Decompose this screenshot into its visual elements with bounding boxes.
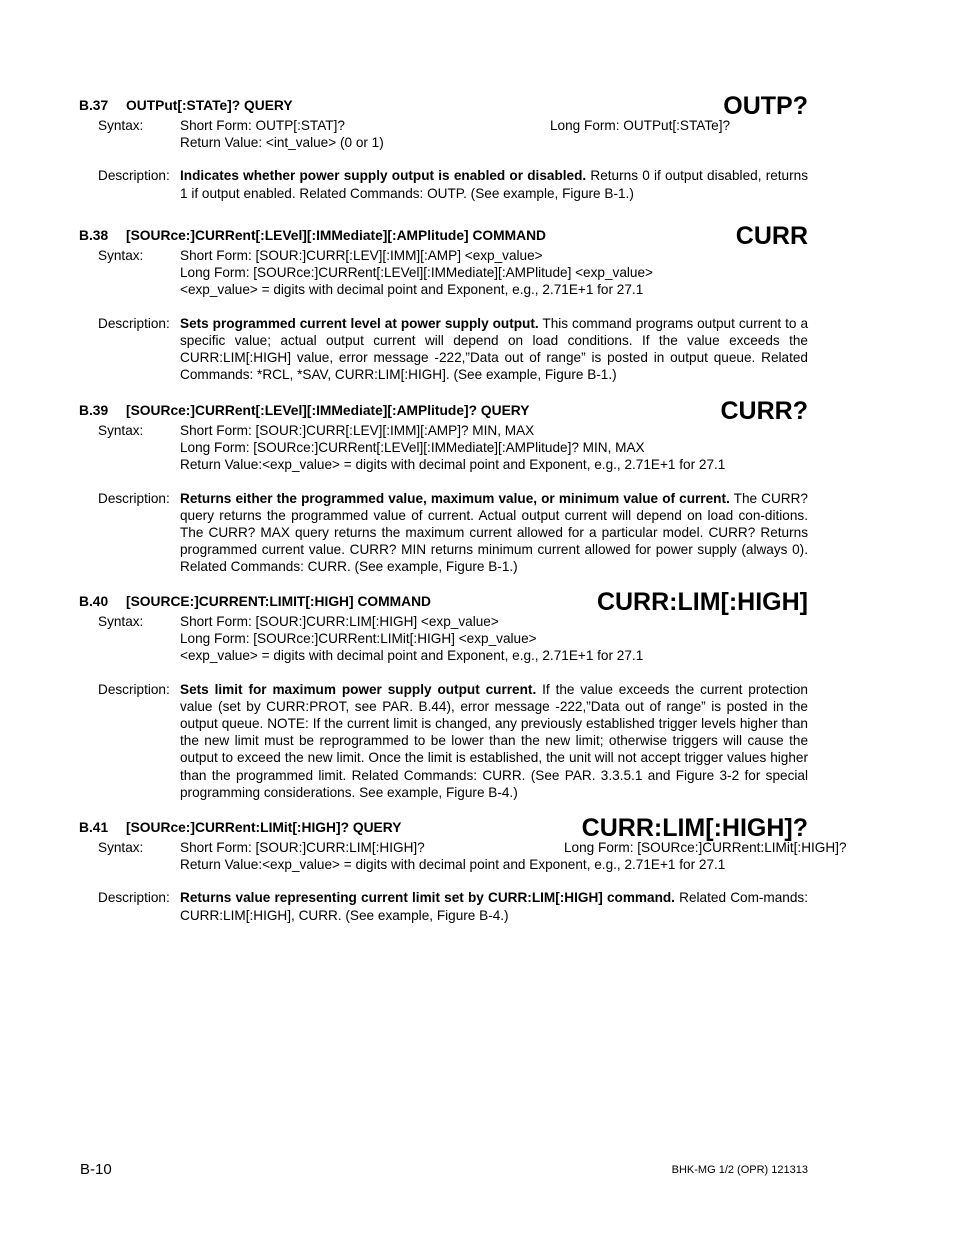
section-b40	[79, 583, 808, 801]
description-text	[180, 490, 808, 576]
description-text	[180, 167, 808, 201]
syntax-row	[79, 613, 808, 665]
syntax-label: Syntax:	[98, 118, 144, 133]
section-header	[79, 392, 808, 425]
syntax-label: Syntax:	[98, 248, 144, 263]
description-label: Description:	[98, 890, 170, 906]
syntax-label: Syntax:	[98, 840, 144, 855]
command-mnemonic: OUTP?	[723, 92, 808, 120]
description-body: Returns 0 if output disabled, returns 1 if output enabled. Related Commands: OUTP. (See example, Figure B-1.)	[180, 168, 809, 201]
return-value: Return Value:<exp_value> = digits with decimal point and Exponent, e.g., 2.71E+1 for 27.1	[180, 457, 726, 473]
description-label: Description:	[98, 168, 170, 184]
section-title-text: [SOURCE:]CURRENT:LIMIT[:HIGH] COMMAND	[126, 594, 432, 609]
command-mnemonic: CURR:LIM[:HIGH]?	[581, 814, 808, 842]
exp-value-note: <exp_value> = digits with decimal point and Exponent, e.g., 2.71E+1 for 27.1	[180, 282, 644, 298]
long-form: Long Form: [SOURce:]CURRent:LIMit[:HIGH] <exp_value>	[180, 631, 537, 647]
section-number: B.41	[79, 820, 109, 835]
long-form: Long Form: [SOURce:]CURRent:LIMit[:HIGH]?	[564, 840, 847, 855]
section-number: B.37	[79, 98, 109, 113]
exp-value-note: <exp_value> = digits with decimal point and Exponent, e.g., 2.71E+1 for 27.1	[180, 648, 644, 664]
long-form: Long Form: [SOURce:]CURRent[:LEVel][:IMMediate][:AMPlitude]? MIN, MAX	[180, 440, 645, 456]
long-form: Long Form: [SOURce:]CURRent[:LEVel][:IMMediate][:AMPlitude] <exp_value>	[180, 265, 653, 281]
section-title	[79, 594, 431, 609]
syntax-row	[79, 247, 808, 299]
description-row	[79, 681, 808, 801]
syntax-row	[79, 117, 808, 151]
description-body: If the value exceeds the current protection value (set by CURR:PROT, see PAR. B.44), error message -222,”Data out of range” is posted in the output queue. NOTE: If the current limit is changed, any previously established trigger levels higher than the new limit must be reprogrammed to be lower than the new limit; otherwise triggers will cause the output to exceed the new limit. Once the limit is established, the unit will not accept trigger values higher than the programmed limit. Related Commands: CURR. (See PAR. 3.3.5.1 and Figure 3-2 for special programming considerations. See example, Figure B-4.)	[180, 681, 808, 800]
command-mnemonic: CURR?	[720, 397, 808, 425]
description-body: This command programs output current to a specific value; actual output current will depend on load conditions. If the value exceeds the CURR:LIM[:HIGH] value, error message -222,”Data out of range” is posted in output queue. Related Commands: *RCL, *SAV, CURR:LIM[:HIGH]. (See example, Figure B-1.)	[180, 315, 809, 383]
section-title	[79, 98, 293, 113]
page-number: B-10	[80, 1161, 112, 1178]
syntax-row	[79, 422, 808, 474]
section-header	[79, 583, 808, 616]
description-bold: Sets programmed current level at power supply output.	[180, 315, 539, 331]
return-value: Return Value: <int_value> (0 or 1)	[180, 135, 384, 151]
section-title-text: OUTPut[:STATe]? QUERY	[126, 98, 293, 113]
description-row	[79, 167, 808, 201]
description-row	[79, 315, 808, 384]
description-bold: Sets limit for maximum power supply output current.	[180, 681, 537, 697]
section-title-text: [SOURce:]CURRent:LIMit[:HIGH]? QUERY	[126, 820, 402, 835]
section-b38	[79, 217, 808, 383]
command-mnemonic: CURR	[735, 222, 808, 250]
syntax-forms	[180, 839, 847, 856]
short-form: Short Form: [SOUR:]CURR:LIM[:HIGH]?	[180, 840, 425, 855]
section-title	[79, 228, 546, 243]
description-body: The CURR? query returns the programmed value of current. Actual output current will depend on load con-ditions. The CURR? MAX query returns the maximum current allowed for a particular model. CURR? Returns programmed current value. CURR? MIN returns minimum current allowed for power supply (always 0). Related Commands: CURR. (See example, Figure B-1.)	[180, 490, 808, 575]
description-text	[180, 315, 808, 384]
syntax-forms	[180, 117, 808, 134]
short-form: Short Form: [SOUR:]CURR:LIM[:HIGH] <exp_value>	[180, 614, 499, 629]
syntax-label: Syntax:	[98, 423, 144, 438]
section-title	[79, 403, 529, 418]
section-b37	[79, 87, 808, 202]
return-value: Return Value:<exp_value> = digits with decimal point and Exponent, e.g., 2.71E+1 for 27.1	[180, 857, 726, 873]
section-header	[79, 87, 808, 120]
section-header	[79, 217, 808, 250]
section-number: B.40	[79, 594, 109, 609]
description-bold: Returns either the programmed value, maximum value, or minimum value of current.	[180, 490, 730, 506]
section-number: B.38	[79, 228, 109, 243]
description-bold: Indicates whether power supply output is enabled or disabled.	[180, 168, 587, 184]
section-title-text: [SOURce:]CURRent[:LEVel][:IMMediate][:AMPlitude]? QUERY	[126, 403, 530, 418]
section-b41	[79, 809, 847, 924]
section-b39	[79, 392, 808, 576]
section-number: B.39	[79, 403, 109, 418]
long-form: Long Form: OUTPut[:STATe]?	[550, 118, 731, 133]
description-label: Description:	[98, 681, 170, 697]
description-text	[180, 681, 808, 801]
section-header	[79, 809, 808, 842]
short-form: Short Form: [SOUR:]CURR[:LEV][:IMM][:AMP]? MIN, MAX	[180, 423, 535, 438]
description-label: Description:	[98, 315, 170, 331]
short-form: Short Form: OUTP[:STAT]?	[180, 118, 345, 133]
description-label: Description:	[98, 490, 170, 506]
description-text	[180, 889, 808, 923]
description-bold: Returns value representing current limit set by CURR:LIM[:HIGH] command.	[180, 890, 675, 906]
section-title-text: [SOURce:]CURRent[:LEVel][:IMMediate][:AMPlitude] COMMAND	[126, 228, 547, 243]
command-mnemonic: CURR:LIM[:HIGH]	[596, 588, 808, 616]
syntax-row	[79, 839, 847, 873]
short-form: Short Form: [SOUR:]CURR[:LEV][:IMM][:AMP] <exp_value>	[180, 248, 543, 263]
section-title	[79, 820, 401, 835]
description-row	[79, 490, 808, 576]
syntax-label: Syntax:	[98, 614, 144, 629]
document-id: BHK-MG 1/2 (OPR) 121313	[671, 1164, 808, 1176]
description-body: Related Com-mands: CURR:LIM[:HIGH], CURR. (See example, Figure B-4.)	[180, 890, 808, 923]
description-row	[79, 889, 808, 923]
